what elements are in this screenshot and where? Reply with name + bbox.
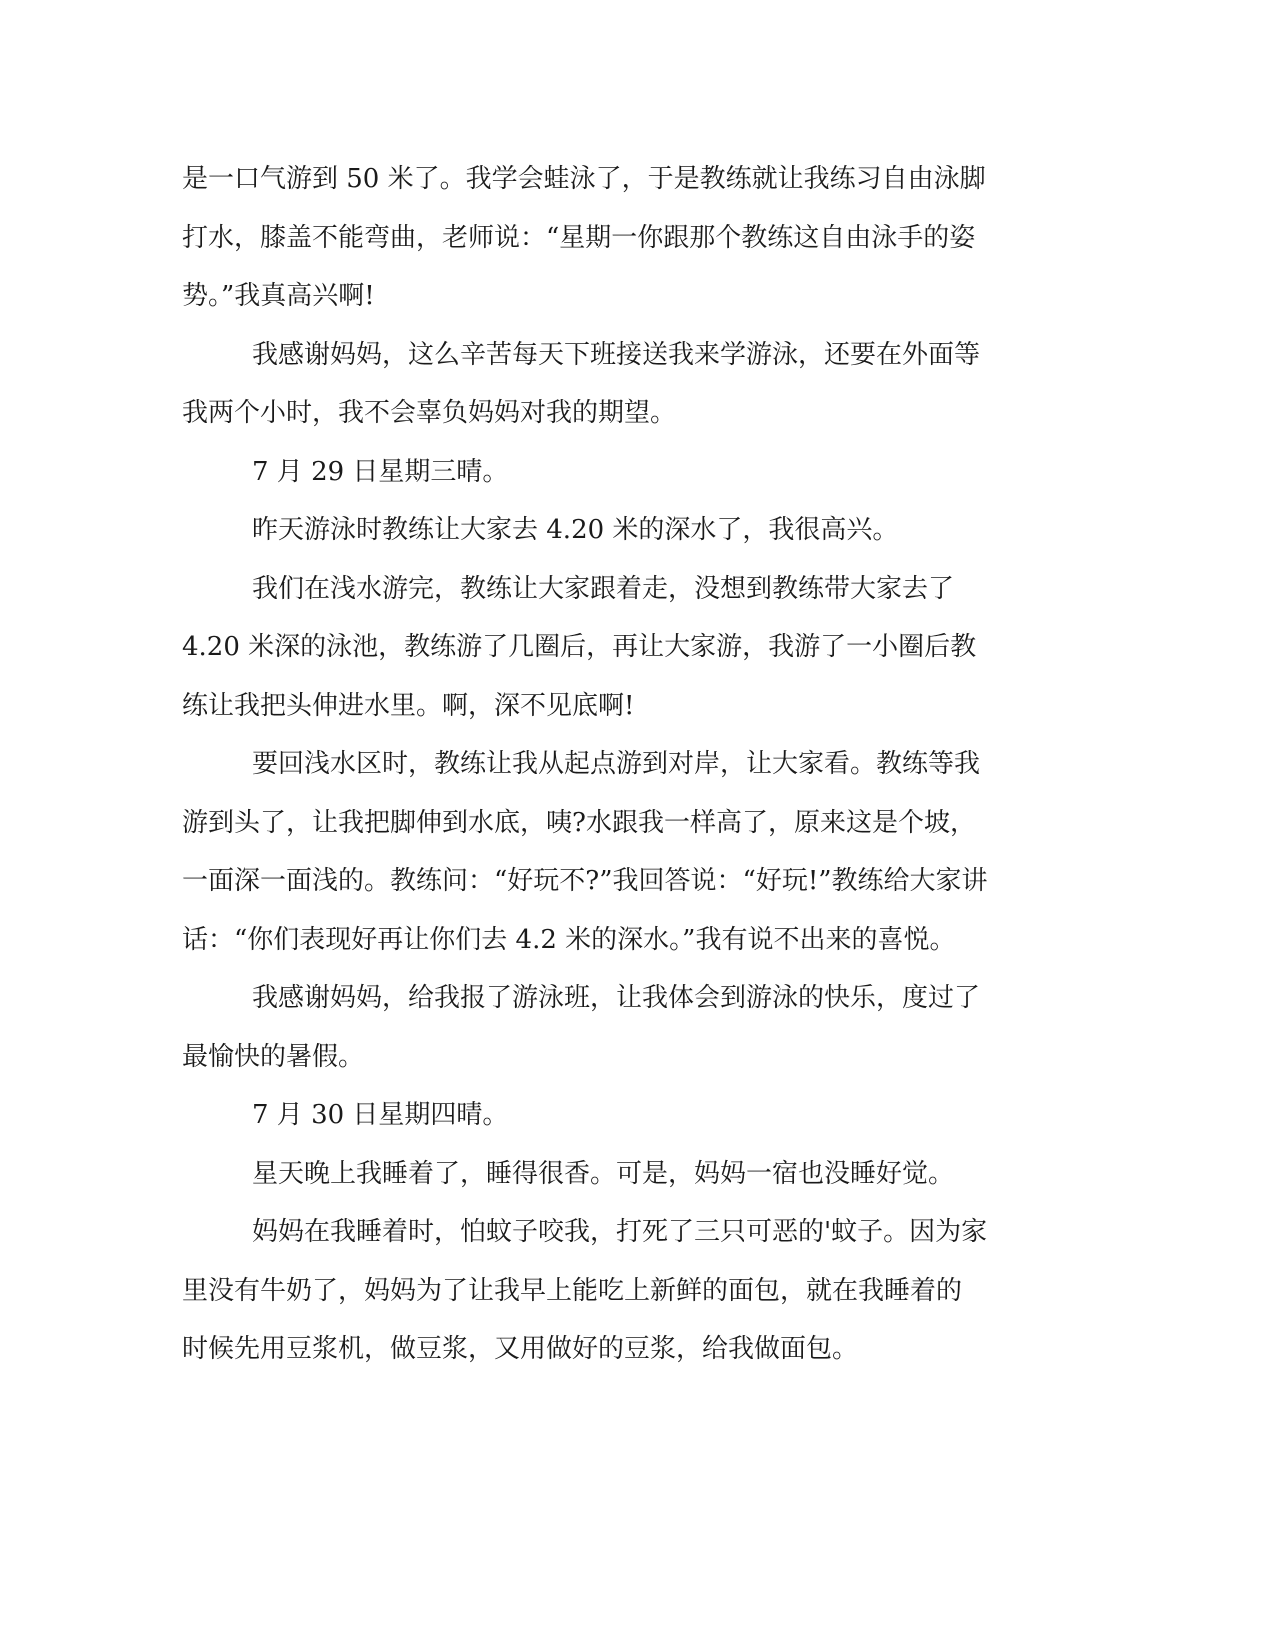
paragraph-first-line: 我感谢妈妈，给我报了游泳班，让我体会到游泳的快乐，度过了 [252, 983, 981, 1013]
paragraph-first-line: 妈妈在我睡着时，怕蚊子咬我，打死了三只可恶的'蚊子。因为家 [252, 1217, 988, 1247]
text-line: 时候先用豆浆机，做豆浆，又用做好的豆浆，给我做面包。 [182, 1334, 859, 1364]
paragraph-first-line: 要回浅水区时，教练让我从起点游到对岸，让大家看。教练等我 [252, 749, 981, 779]
text-line: 话：“你们表现好再让你们去 4.2 米的深水。”我有说不出来的喜悦。 [182, 924, 956, 955]
text-line: 势。”我真高兴啊! [182, 281, 375, 311]
diary-date-heading: 7 月 29 日星期三晴。 [252, 456, 509, 487]
paragraph-first-line: 我们在浅水游完，教练让大家跟着走，没想到教练带大家去了 [252, 573, 955, 604]
text-line: 最愉快的暑假。 [182, 1041, 365, 1072]
paragraph-first-line: 我感谢妈妈，这么辛苦每天下班接送我来学游泳，还要在外面等 [252, 339, 981, 370]
diary-date-heading: 7 月 30 日星期四晴。 [252, 1100, 509, 1130]
text-line: 我两个小时，我不会辜负妈妈对我的期望。 [182, 398, 677, 428]
text-line: 练让我把头伸进水里。啊，深不见底啊! [182, 690, 635, 721]
document-body [182, 150, 1042, 1379]
text-line: 4.20 米深的泳池，教练游了几圈后，再让大家游，我游了一小圈后教 [182, 632, 977, 662]
text-line: 里没有牛奶了，妈妈为了让我早上能吃上新鲜的面包，就在我睡着的 [182, 1275, 963, 1306]
text-line: 打水，膝盖不能弯曲，老师说：“星期一你跟那个教练这自由泳手的姿 [182, 222, 976, 253]
paragraph-first-line: 星天晚上我睡着了，睡得很香。可是，妈妈一宿也没睡好觉。 [252, 1158, 955, 1189]
text-line: 游到头了，让我把脚伸到水底，咦?水跟我一样高了，原来这是个坡， [182, 807, 976, 838]
paragraph-first-line: 昨天游泳时教练让大家去 4.20 米的深水了，我很高兴。 [252, 515, 899, 545]
text-line: 一面深一面浅的。教练问：“好玩不?”我回答说：“好玩!”教练给大家讲 [182, 866, 988, 896]
text-line: 是一口气游到 50 米了。我学会蛙泳了，于是教练就让我练习自由泳脚 [182, 164, 986, 194]
